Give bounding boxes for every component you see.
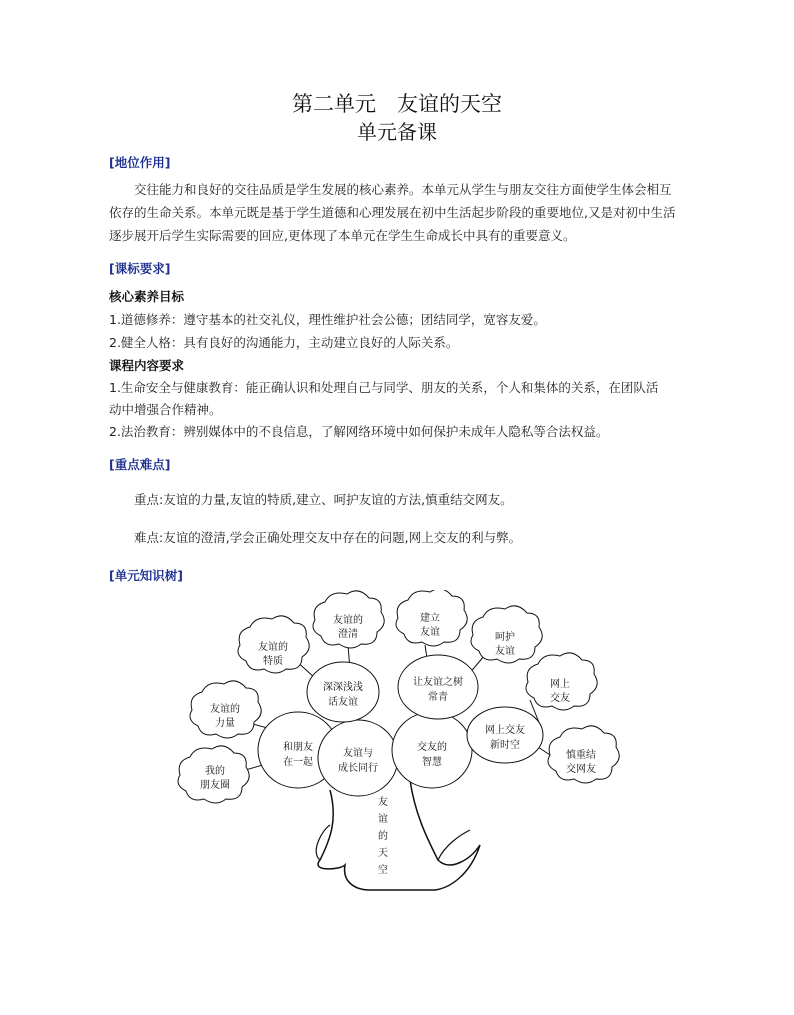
cloud-k1-line1: 我的	[205, 766, 225, 777]
cloud-k3-line2: 特质	[263, 656, 283, 667]
cloud-k1-line2: 朋友圈	[200, 780, 230, 791]
trunk-char-3: 的	[378, 831, 388, 842]
role-line-3: 逐步展开后学生实际需要的回应,更体现了本单元在学生生命成长中具有的重要意义。	[109, 228, 576, 243]
role-line-1: 交往能力和良好的交往品质是学生发展的核心素养。本单元从学生与朋友交往方面使学生体会相互	[134, 182, 672, 197]
difficulty-text: 难点:友谊的澄清,学会正确处理交友中存在的问题,网上交友的利与弊。	[134, 530, 522, 545]
unit-subtitle: 单元备课	[357, 120, 437, 144]
circle-c4-line1: 深深浅浅	[323, 682, 363, 693]
circle-talking-friendship	[307, 662, 379, 722]
trunk-char-5: 空	[378, 865, 388, 876]
tree-root-right	[438, 830, 470, 860]
unit-title: 第二单元 友谊的天空	[292, 92, 502, 116]
circle-c3-line1: 交友的	[417, 742, 447, 753]
course-item-2: 2.法治教育：辨别媒体中的不良信息，了解网络环境中如何保护未成年人隐私等合法权益。	[109, 424, 609, 439]
circle-c6-line2: 新时空	[490, 740, 520, 751]
circle-c5-line1: 让友谊之树	[413, 677, 463, 688]
cloud-k5-line2: 友谊	[420, 627, 440, 638]
section-heading-key-points: [重点难点]	[109, 457, 171, 472]
circle-c5-line2: 常青	[428, 692, 448, 703]
trunk-label	[378, 795, 388, 876]
trunk-char-2: 谊	[378, 814, 388, 825]
cloud-clarifying-friendship	[313, 591, 384, 648]
cloud-k4-line1: 友谊的	[333, 615, 363, 626]
role-line-2: 依存的生命关系。本单元既是基于学生道德和心理发展在初中生活起步阶段的重要地位,又是对初中生活	[109, 205, 676, 220]
cloud-k6-line2: 友谊	[495, 646, 515, 657]
circle-evergreen-friendship	[398, 655, 478, 719]
course-requirements-heading: 课程内容要求	[109, 358, 185, 373]
knowledge-tree-diagram	[170, 590, 630, 900]
core-literacy-heading: 核心素养目标	[109, 289, 185, 304]
circle-c1-line2: 在一起	[283, 757, 313, 768]
cloud-caring-friendship	[471, 606, 542, 663]
core-item-2: 2.健全人格：具有良好的沟通能力，主动建立良好的人际关系。	[109, 335, 459, 350]
cloud-building-friendship	[396, 590, 467, 646]
cloud-traits-of-friendship	[238, 616, 309, 673]
circle-c4-line2: 话友谊	[328, 697, 358, 708]
role-paragraph	[109, 178, 689, 247]
circle-c2-line1: 友谊与	[343, 748, 373, 759]
course-item-1-line-1: 1.生命安全与健康教育：能正确认识和处理自己与同学、朋友的关系，个人和集体的关系，在团队活	[109, 380, 659, 395]
core-item-1: 1.道德修养：遵守基本的社交礼仪，理性维护社会公德；团结同学，宽容友爱。	[109, 312, 546, 327]
cloud-k3-line1: 友谊的	[258, 642, 288, 653]
key-point-text: 重点:友谊的力量,友谊的特质,建立、呵护友谊的方法,慎重结交网友。	[134, 492, 513, 507]
cloud-power-of-friendship	[190, 681, 261, 738]
cloud-k2-line2: 力量	[215, 718, 235, 729]
cloud-k5-line1: 建立	[420, 613, 440, 624]
tree-trunk	[318, 780, 480, 890]
circle-c1-line1: 和朋友	[283, 742, 313, 753]
cloud-k7-line2: 交友	[550, 693, 570, 704]
circle-friendship-and-growth	[318, 720, 398, 796]
section-heading-role: [地位作用]	[109, 155, 171, 170]
course-item-1-line-2: 动中增强合作精神。	[109, 402, 222, 417]
cloud-k2-line1: 友谊的	[210, 704, 240, 715]
circle-c6-line1: 网上交友	[485, 725, 525, 736]
cloud-my-friends	[178, 746, 249, 803]
cloud-k4-line2: 澄清	[338, 629, 358, 640]
cloud-careful-online-friends	[548, 726, 619, 783]
cloud-k6-line1: 呵护	[495, 632, 515, 643]
cloud-k8-line1: 慎重结	[566, 750, 596, 761]
circle-c3-line2: 智慧	[422, 757, 442, 768]
trunk-char-1: 友	[378, 797, 388, 808]
trunk-char-4: 天	[378, 848, 388, 859]
circle-online-friendship	[467, 707, 543, 763]
cloud-k7-line1: 网上	[550, 679, 570, 690]
section-heading-knowledge-tree: [单元知识树]	[109, 568, 183, 583]
circle-c2-line2: 成长同行	[338, 763, 378, 774]
section-heading-standards: [课标要求]	[109, 261, 171, 276]
circle-wisdom-of-making-friends	[392, 712, 472, 788]
cloud-online-friends	[526, 653, 597, 710]
cloud-k8-line2: 交网友	[566, 764, 596, 775]
